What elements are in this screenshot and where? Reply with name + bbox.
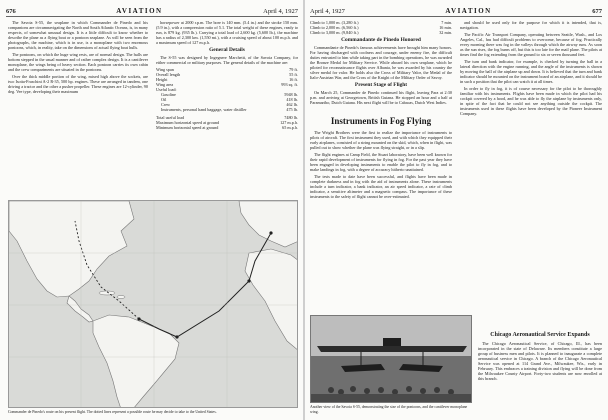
map-caption: Commander de Pinedo's route on his present flight. The dotted lines represent a possible route he may decide to take to the United States.	[8, 410, 217, 414]
paragraph: The flight engines at Camp Field, the Stuart laboratory, have been well known for their rapid development of instruments for flying in fog. For the past year they have been engaged in developing instruments to enable the pilot to fly in fog, and to make landings in fog, with a degree of accuracy hitherto unattained.	[310, 151, 452, 173]
paragraph: The turn and bank indicator, for example, is checked by turning the ball in a lateral direction with the engine running, and the angle of the instruments is shown by moving the ball of the airplane up and down. It is believed that the turn and bank indicator should be mounted on the instrument board of an airplane, and it should be in such a position that the pilot can watch it at all times.	[460, 58, 602, 85]
left-column-2	[156, 20, 298, 196]
right-column-2	[460, 20, 602, 330]
right-issue-date: April 4, 1927	[310, 7, 345, 15]
climb-row: Climb to 2,000 m. (6,560 ft.) 16 min.	[310, 25, 452, 31]
paragraph: and should be used only for the purpose for which it is intended, that is, navigation.	[460, 20, 602, 31]
paragraph: Over the thick middle portion of the wing, mixed high above the sockets, are two Isotta-Fraschini A-2 R-35, 500 hp. engines. These are arranged in tandem, one driving a tractor and the other a pusher propeller. These engines are 12-cylinder, 90 deg. Vee type, developing their maximum	[8, 73, 148, 95]
spec-row: Useful load:	[156, 87, 177, 93]
paragraph: The S-55 was designed by Ingegnere Marchetti, of the Savoia Company, for either commercial or military purposes. The general details of the machine are:	[156, 54, 298, 66]
spec-row: Overall length 55 ft.	[156, 71, 298, 77]
general-details-heading: General Details	[209, 47, 245, 54]
seaplane-photo	[310, 315, 472, 403]
spec-row: Minimum horizontal speed at ground 65 m.p.h.	[156, 124, 298, 130]
chicago-article	[478, 330, 602, 418]
completed-route-line	[139, 233, 271, 337]
spec-table	[156, 67, 298, 130]
route-map-graphic	[9, 201, 298, 408]
route-stop-marker	[137, 317, 140, 320]
spec-row: Height 16 ft.	[156, 76, 298, 82]
route-map	[8, 200, 298, 408]
europe-landmass	[239, 201, 298, 247]
page-gutter	[303, 0, 305, 420]
instruments-heading: Instruments in Fog Flying	[330, 116, 432, 126]
left-issue-date: April 4, 1927	[263, 7, 298, 15]
paragraph: horsepower at 2000 r.p.m. The bore is 140 mm. (5.4 in.) and the stroke 150 mm. (5.9 in.), with a compression ratio of 5.1. The total weight of these engines, ready to run, is 879 kg. (935 lb.). Carrying a total load of 2,600 kg. (5,600 lb.), the machine has a radius of 2,300 km. (1,550 mi.), with a cruising speed of about 100 m.p.h. and a maximum speed of 127 m.p.h.	[156, 20, 298, 46]
paragraph: The Savoia S-55, the seaplane in which Commander de Pinedo and his companions are circumnavigating the North and South Atlantic Oceans, is, in many respects, of somewhat unusual design. It is a little difficult to know whether to describe the plane as a flying boat or a pontoon seaplane. As will be seen from the photographs, the machine, which is in use, is a monoplane with two enormous pontoons, which, in reality, take on the dimensions of actual flying boat hulls.	[8, 20, 148, 51]
africa-landmass	[245, 249, 298, 351]
spec-row: Gasoline 5948 lb.	[161, 92, 298, 98]
right-column-1-top	[310, 20, 452, 112]
central-america-landmass	[67, 296, 93, 322]
instruments-heading-wrap	[310, 112, 452, 130]
north-america-landmass	[9, 201, 134, 297]
spec-row: Wing area 993 sq. ft.	[156, 81, 298, 87]
paragraph: In order to fly in fog, it is of course necessary for the pilot to be thoroughly familiar with his instruments. Flights have been made in which the pilot had his cockpit covered by a hood, and he was able to fly the airplane by instruments only, in spite of the fact that he could not see anything outside the cockpit. The instruments used in these flights have been developed by the Pioneer Instrument Company.	[460, 85, 602, 117]
right-page-number: 677	[592, 7, 602, 15]
paragraph: The Chicago Aeronautical Service, of Chicago, Ill., has been incorporated in the state of Delaware. Its members constitute a large group of business men and pilots. It is planned to inaugurate a complete aeronautical service in Chicago. A branch of the Chicago Aeronautical Service was opened at 114 Grand Ave., Milwaukee, Wis., early in February. This embraces a training division and flying will be done from the Milwaukee County Airport. Forty-two students are now enrolled at this branch.	[478, 340, 602, 382]
spec-row: Total useful load 7480 lb.	[156, 114, 298, 120]
spec-row: Maximum horizontal speed at ground 127 m.p.h.	[156, 119, 298, 125]
seaplane-photo-graphic	[311, 316, 472, 403]
left-column-1	[8, 20, 148, 196]
climb-row: Climb to 3,000 m. (9,840 ft.) 32 min.	[310, 30, 452, 36]
left-magazine-title: AVIATION	[116, 7, 163, 15]
chicago-heading: Chicago Aeronautical Service Expands	[490, 332, 590, 338]
caribbean-island	[99, 291, 115, 295]
left-header-rule	[6, 16, 298, 17]
right-column-1-bottom	[310, 130, 452, 312]
paragraph: On March 25, Commander de Pinedo continued his flight, leaving Para at 2:30 p.m. and arriving at Georgetown, British Guiana. He stopped an hour and a half at Paramaribo, Dutch Guiana. His next flight will be to Cabacas, Dutch West Indies.	[310, 89, 452, 106]
spec-row: Oil 418 lb.	[161, 97, 298, 103]
south-america-landmass	[93, 315, 179, 408]
paragraph: The Wright Brothers were the first to realize the importance of instruments to pilots of aircraft. The first instrument they used, and with which they equipped their early airplanes, consisted of a string mounted on the skid, which, when in flight, was pulled out to show whether the plane was flying straight, or in a slip.	[310, 130, 452, 151]
route-stop-marker	[247, 279, 250, 282]
right-magazine-title: AVIATION	[445, 7, 492, 15]
paragraph: The tests made to date have been successful, and flights have been made in complete darkness and in fog with the aid of instruments alone. These instruments include a turn indicator, a bank indicator, an air speed indicator, a rate of climb indicator, a sensitive altimeter and a magnetic compass. The importance of these instruments to the safety of flight cannot be over-estimated.	[310, 173, 452, 200]
present-stage-heading: Present Stage of Flight	[354, 82, 408, 89]
route-stop-marker	[175, 335, 178, 338]
right-header-rule	[310, 16, 602, 17]
photo-caption: Another view of the Savoia S-55, demonstrating the size of the pontoons, and the cantilever monoplane wing.	[310, 405, 468, 414]
climb-row: Climb to 1,000 m. (3,280 ft.) 7 min.	[310, 20, 452, 25]
left-page-number: 676	[6, 7, 16, 15]
paragraph: The pontoons, on which the huge wing rests, are of normal design. The hulls are bottom stepped in the usual manner and of rather complex design. It is a cantilever monoplane, the wings being of heavy section. Each pontoon carries its own cabin and the crew compartments are situated in the pontoons.	[8, 52, 148, 73]
caribbean-island	[117, 296, 125, 299]
spec-row: Crew 462 lb.	[161, 102, 298, 108]
spec-row: Wing span 79 ft.	[156, 66, 298, 72]
paragraph: Commandante de Pinedo's famous achievements have brought him many honors. For having discharged with coolness and courage, under enemy fire, the difficult duties entrusted to him while taking part in the bombing operations, he was awarded the Bronze Medal for Military Service. While aboard his own seaplane, which he piloted for reconnaissance flights over Albania, he was awarded by his country the silver medal for valor. He holds also the Cross of Military Valor, the Medal of the Italo-Austrian War, and the Cross of the Knight of the Military Order of Savoy.	[310, 44, 452, 81]
commander-honored-heading: Commandante de Pinedo Honored	[341, 37, 421, 44]
spec-row: Instruments, personal hand baggage, water distiller 475 lb.	[161, 107, 298, 113]
paragraph: The Pacific Air Transport Company, operating between Seattle, Wash., and Los Angeles, Cal., has had difficult problems to overcome, because of fog. Practically every morning there was fog in the valleys through which the airway runs. As soon as the sun rises, the fog burns off, but this is too late for the mail plane. The pilots at times find the fog extending from the ground to six or seven thousand feet.	[460, 31, 602, 58]
route-stop-marker	[269, 231, 272, 234]
